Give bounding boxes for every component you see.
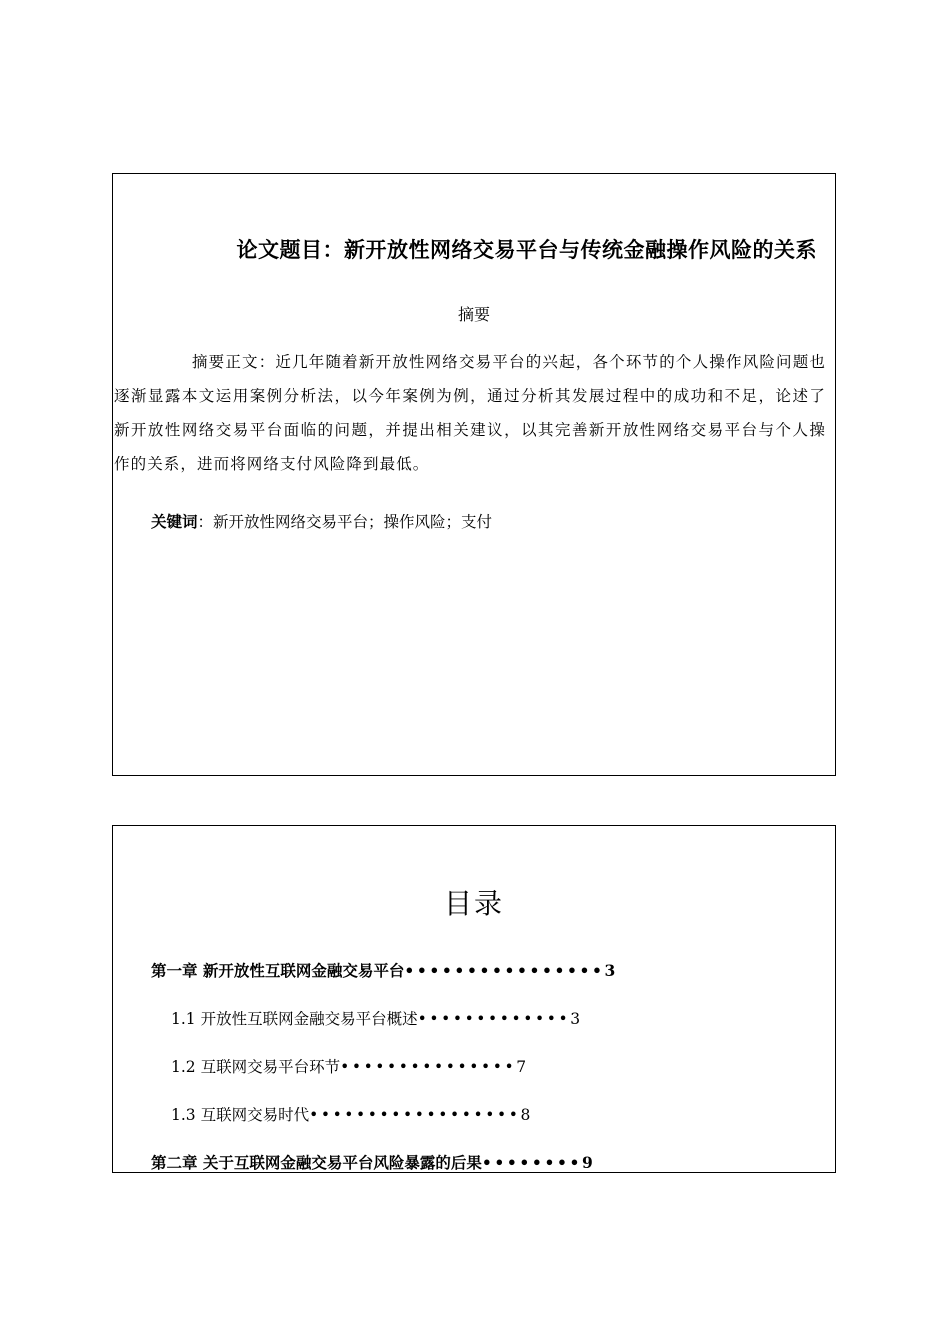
- toc-leader-dots: ••••••••••••••••: [404, 961, 605, 980]
- toc-page-number: 3: [604, 961, 616, 980]
- abstract-page-frame: [112, 173, 836, 776]
- abstract-heading: 摘要: [457, 305, 490, 324]
- toc-page-number: 8: [520, 1106, 531, 1124]
- toc-entry-chapter-1[interactable]: [151, 959, 615, 981]
- toc-entry-label: 1.1 开放性互联网金融交易平台概述: [171, 1010, 418, 1028]
- toc-entry-label: 第一章 新开放性互联网金融交易平台: [151, 961, 405, 980]
- thesis-title: 论文题目：新开放性网络交易平台与传统金融操作风险的关系: [236, 237, 817, 262]
- toc-page-number: 9: [581, 1153, 593, 1172]
- keywords-text: ：新开放性网络交易平台；操作风险；支付: [197, 513, 493, 531]
- toc-page-frame: [112, 825, 836, 1173]
- toc-entry-label: 第二章 关于互联网金融交易平台风险暴露的后果: [151, 1153, 482, 1172]
- toc-leader-dots: •••••••••••••••: [340, 1058, 517, 1076]
- toc-entry-section-1-2[interactable]: [171, 1055, 526, 1077]
- abstract-body: 摘要正文：近几年随着新开放性网络交易平台的兴起，各个环节的个人操作风险问题也逐渐显露本文运用案例分析法，以今年案例为例，通过分析其发展过程中的成功和不足，论述了新开放性网络交易平台面临的问题，并提出相关建议，以其完善新开放性网络交易平台与个人操作的关系，进而将网络支付风险降到最低。: [114, 353, 826, 473]
- toc-title: 目录: [443, 887, 504, 920]
- keywords-line: [151, 510, 492, 532]
- toc-entry-label: 1.3 互联网交易时代: [171, 1106, 310, 1124]
- toc-entry-section-1-1[interactable]: [171, 1007, 580, 1029]
- toc-page-number: 3: [570, 1010, 581, 1028]
- toc-entry-chapter-2[interactable]: [151, 1151, 593, 1173]
- keywords-label: 关键词: [151, 512, 198, 531]
- toc-leader-dots: •••••••••••••: [417, 1010, 571, 1028]
- toc-leader-dots: ••••••••: [481, 1153, 582, 1172]
- toc-leader-dots: ••••••••••••••••••: [309, 1106, 521, 1124]
- toc-page-number: 7: [516, 1058, 527, 1076]
- toc-entry-section-1-3[interactable]: [171, 1103, 530, 1125]
- toc-entry-label: 1.2 互联网交易平台环节: [171, 1058, 341, 1076]
